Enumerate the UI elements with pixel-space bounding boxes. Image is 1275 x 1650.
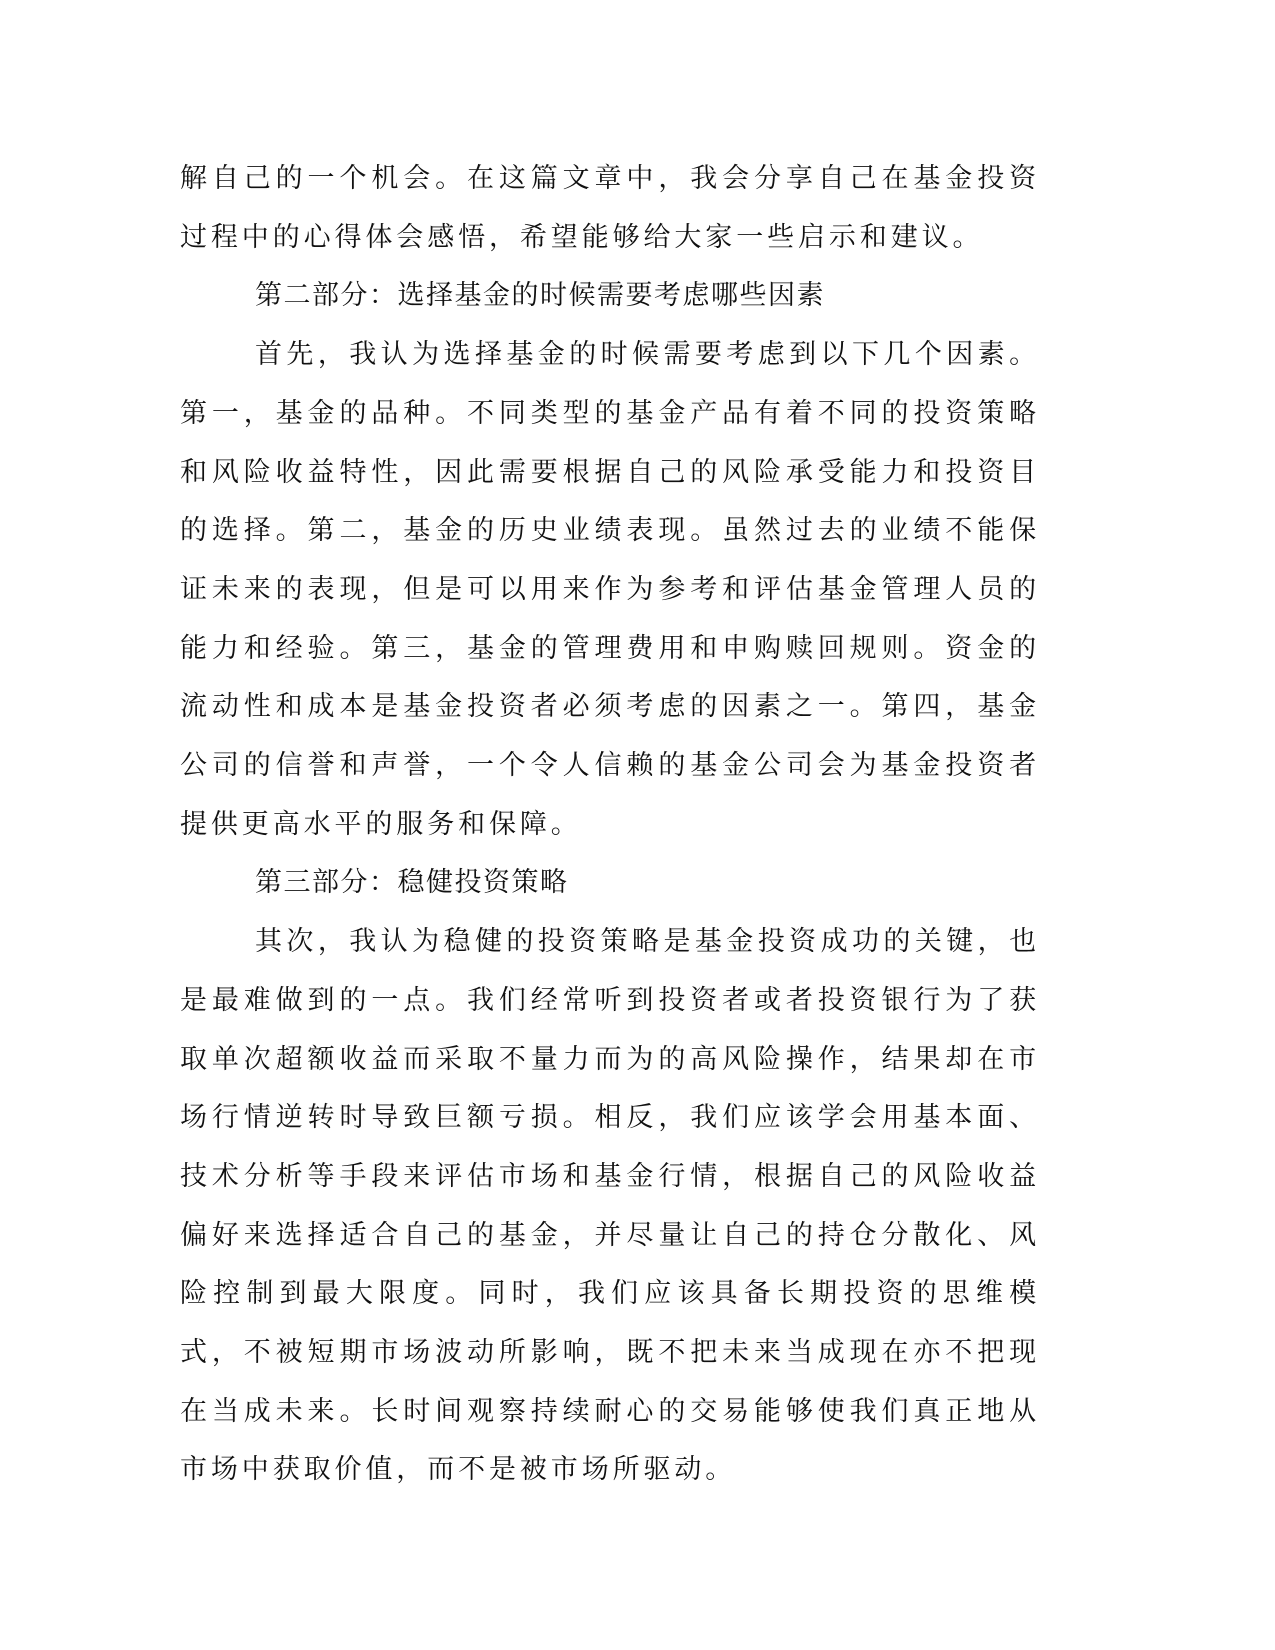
paragraph-fund-selection-factors: 首先，我认为选择基金的时候需要考虑到以下几个因素。第一，基金的品种。不同类型的基金产品有着不同的投资策略和风险收益特性，因此需要根据自己的风险承受能力和投资目的选择。第二，基金的历史业绩表现。虽然过去的业绩不能保证未来的表现，但是可以用来作为参考和评估基金管理人员的能力和经验。第三，基金的管理费用和申购赎回规则。资金的流动性和成本是基金投资者必须考虑的因素之一。第四，基金公司的信誉和声誉，一个令人信赖的基金公司会为基金投资者提供更高水平的服务和保障。 xyxy=(180,339,1040,840)
document-page xyxy=(180,150,1040,1500)
section-heading-part-three: 第三部分：稳健投资策略 xyxy=(255,867,569,899)
section-heading-part-two: 第二部分：选择基金的时候需要考虑哪些因素 xyxy=(255,280,825,312)
paragraph-stable-strategy: 其次，我认为稳健的投资策略是基金投资成功的关键，也是最难做到的一点。我们经常听到投资者或者投资银行为了获取单次超额收益而采取不量力而为的高风险操作，结果却在市场行情逆转时导致巨额亏损。相反，我们应该学会用基本面、技术分析等手段来评估市场和基金行情，根据自己的风险收益偏好来选择适合自己的基金，并尽量让自己的持仓分散化、风险控制到最大限度。同时，我们应该具备长期投资的思维模式，不被短期市场波动所影响，既不把未来当成现在亦不把现在当成未来。长时间观察持续耐心的交易能够使我们真正地从市场中获取价值，而不是被市场所驱动。 xyxy=(180,926,1040,1486)
paragraph-intro-continued: 解自己的一个机会。在这篇文章中，我会分享自己在基金投资过程中的心得体会感悟，希望能够给大家一些启示和建议。 xyxy=(180,163,1040,253)
